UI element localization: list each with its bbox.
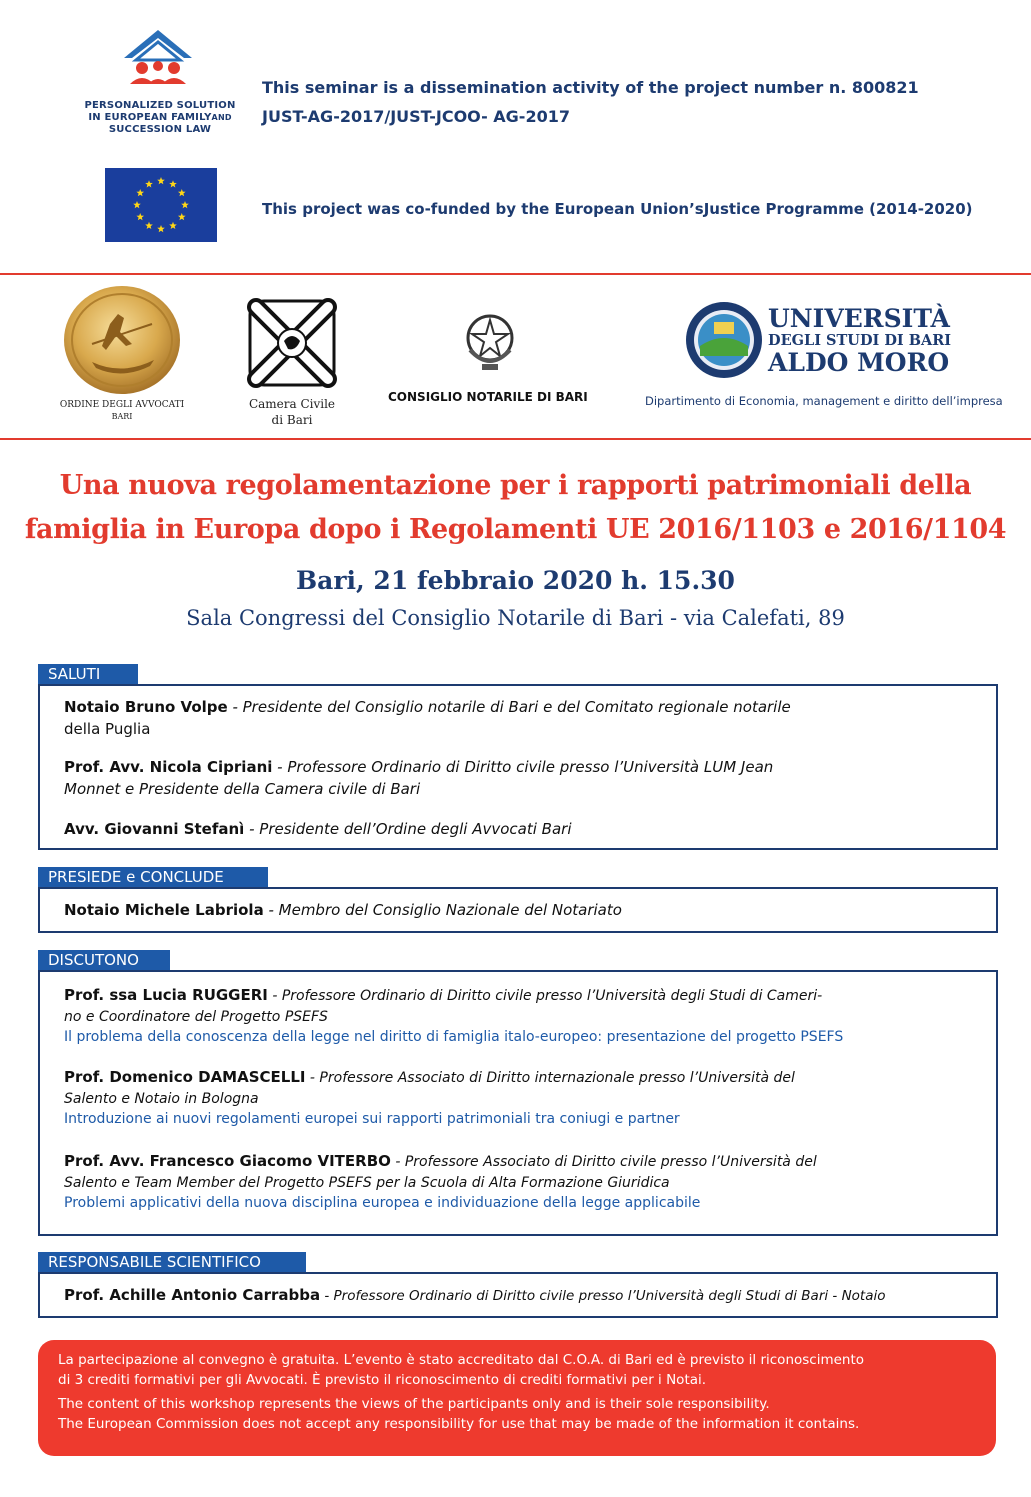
uni-department: Dipartimento di Economia, management e diritto dell’impresa: [645, 394, 1003, 408]
speaker-name: Prof. Domenico DAMASCELLI: [64, 1068, 306, 1086]
consiglio-caption: CONSIGLIO NOTARILE DI BARI: [388, 390, 588, 404]
speaker-line: [64, 1150, 984, 1173]
speaker-role: - Professore Ordinario di Diritto civile presso l’Università degli Studi di Cameri-: [267, 988, 823, 1004]
speaker-role: - Professore Associato di Diritto internazionale presso l’Università del: [305, 1070, 795, 1086]
section-tab-saluti: SALUTI: [38, 664, 138, 684]
speaker-role-cont: Monnet e Presidente della Camera civile di Bari: [64, 780, 421, 798]
notice-line3: The content of this workshop represents the views of the participants only and is their sole responsibility.: [58, 1396, 770, 1412]
saluti-box: [38, 684, 998, 850]
event-date: Bari, 21 febbraio 2020 h. 15.30: [296, 566, 735, 595]
university-seal-icon: [684, 300, 764, 380]
saluti-entry-stefani: [64, 818, 984, 840]
uni-line2: DEGLI STUDI DI BARI: [768, 332, 952, 349]
notice-line1: La partecipazione al convegno è gratuita. L’evento è stato accreditato dal C.O.A. di Bari ed è previsto il riconoscimento: [58, 1352, 865, 1368]
talk-topic: Il problema della conoscenza della legge nel diritto di famiglia italo-europeo: presentazione del progetto PSEFS: [64, 1029, 844, 1045]
notice-line2: di 3 crediti formativi per gli Avvocati. È previsto il riconoscimento di crediti formativi per i Notai.: [58, 1372, 707, 1388]
speaker-role-cont-line: [64, 1173, 984, 1193]
discutono-entry-viterbo: [64, 1150, 984, 1213]
uni-line1: UNIVERSITÀ: [768, 304, 950, 333]
ordine-caption-2: BARI: [111, 412, 133, 421]
speaker-role-cont: della Puglia: [64, 720, 151, 738]
discutono-entry-damascelli: [64, 1066, 984, 1129]
event-title-line1: Una nuova regolamentazione per i rapporti patrimoniali della: [59, 470, 972, 501]
responsabile-box: [38, 1272, 998, 1318]
speaker-name: Prof. ssa Lucia RUGGERI: [64, 986, 268, 1004]
presiede-box: [38, 887, 998, 933]
saluti-entry-cipriani: [64, 756, 984, 800]
ordine-caption-1: ORDINE DEGLI AVVOCATI: [59, 400, 185, 410]
speaker-role-cont: Salento e Team Member del Progetto PSEFS per la Scuola di Alta Formazione Giuridica: [64, 1175, 670, 1191]
speaker-role: - Presidente del Consiglio notarile di Bari e del Comitato regionale notarile: [227, 698, 791, 716]
eu-flag-icon: [105, 168, 217, 242]
speaker-name: Prof. Avv. Francesco Giacomo VITERBO: [64, 1152, 391, 1170]
speaker-role-cont-line: [64, 1007, 984, 1027]
speaker-name: Avv. Giovanni Stefanì: [64, 820, 245, 838]
dissemination-line2: JUST-AG-2017/JUST-JCOO- AG-2017: [262, 107, 570, 126]
discutono-box: [38, 970, 998, 1236]
psefs-line1: PERSONALIZED SOLUTION: [84, 100, 236, 111]
talk-topic: Problemi applicativi della nuova disciplina europea e individuazione della legge applicabile: [64, 1195, 701, 1211]
camera-civile-logo-icon: [244, 295, 340, 391]
speaker-line: [64, 984, 984, 1007]
speaker-role: - Presidente dell’Ordine degli Avvocati Bari: [244, 820, 572, 838]
dissemination-line1: This seminar is a dissemination activity of the project number n. 800821: [262, 78, 919, 97]
partners-divider: [0, 438, 1031, 440]
cofunded-text: This project was co-funded by the European Union’sJustice Programme (2014-2020): [262, 200, 973, 218]
notice-box: [38, 1340, 996, 1456]
italian-republic-emblem-icon: [462, 310, 518, 374]
camera-caption-1: Camera Civile: [248, 397, 336, 411]
psefs-house-logo-icon: [120, 28, 196, 88]
psefs-line2: [80, 112, 240, 124]
uni-line3: ALDO MORO: [768, 348, 950, 377]
speaker-role: - Professore Ordinario di Diritto civile presso l’Università degli Studi di Bari - Notaio: [320, 1288, 886, 1304]
speaker-name: Prof. Achille Antonio Carrabba: [64, 1286, 321, 1304]
psefs-line2-suffix: AND: [211, 113, 232, 122]
speaker-role-cont: Salento e Notaio in Bologna: [64, 1091, 259, 1107]
psefs-line2-main: IN EUROPEAN FAMILY: [88, 112, 212, 123]
event-venue: Sala Congressi del Consiglio Notarile di Bari - via Calefati, 89: [186, 606, 845, 630]
psefs-logo-text: [80, 100, 240, 136]
section-tab-responsabile: RESPONSABILE SCIENTIFICO: [38, 1252, 306, 1272]
presiede-entry-labriola: [64, 899, 984, 921]
speaker-role: - Membro del Consiglio Nazionale del Notariato: [263, 901, 622, 919]
speaker-role: - Professore Associato di Diritto civile presso l’Università del: [390, 1154, 817, 1170]
speaker-line: [64, 1066, 984, 1089]
speaker-name: Notaio Michele Labriola: [64, 901, 264, 919]
section-tab-discutono: DISCUTONO: [38, 950, 170, 970]
speaker-role: - Professore Ordinario di Diritto civile presso l’Università LUM Jean: [272, 758, 774, 776]
speaker-role-cont: no e Coordinatore del Progetto PSEFS: [64, 1009, 328, 1025]
notice-line4: The European Commission does not accept any responsibility for use that may be made of the information it contains.: [58, 1416, 860, 1432]
responsabile-entry-carrabba: [64, 1284, 994, 1307]
psefs-line3: SUCCESSION LAW: [108, 124, 212, 135]
section-tab-presiede: PRESIEDE e CONCLUDE: [38, 867, 268, 887]
top-divider: [0, 273, 1031, 275]
saluti-entry-volpe: [64, 696, 984, 740]
talk-topic: Introduzione ai nuovi regolamenti europei sui rapporti patrimoniali tra coniugi e partner: [64, 1111, 680, 1127]
speaker-name: Notaio Bruno Volpe: [64, 698, 228, 716]
event-title-line2: famiglia in Europa dopo i Regolamenti UE 2016/1103 e 2016/1104: [24, 514, 1007, 545]
ordine-avvocati-seal-icon: [62, 284, 182, 396]
speaker-name: Prof. Avv. Nicola Cipriani: [64, 758, 273, 776]
discutono-entry-ruggeri: [64, 984, 984, 1047]
camera-caption-2: di Bari: [271, 413, 313, 427]
speaker-role-cont-line: [64, 1089, 984, 1109]
